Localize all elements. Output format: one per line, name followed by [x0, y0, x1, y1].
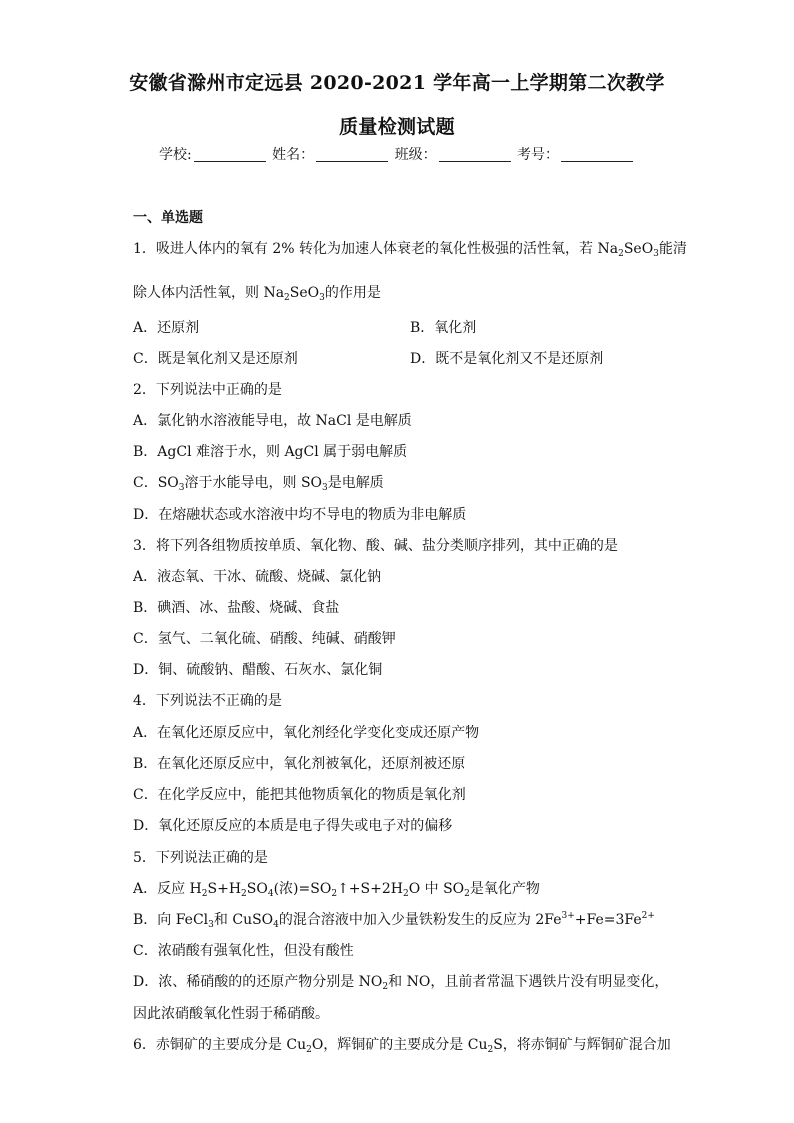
q5-option-d-line1: D．浓、稀硝酸的的还原产物分别是 $NO_2$和 NO，且前者常温下遇铁片没有明显变化，	[133, 974, 669, 992]
name-blank	[316, 147, 388, 162]
q3-option-d: D．铜、硫酸钠、醋酸、石灰水、氯化铜	[133, 662, 383, 678]
class-blank	[439, 147, 511, 162]
q2-option-b: B．AgCl 难溶于水，则 AgCl 属于弱电解质	[133, 444, 408, 460]
q5-option-c: C．浓硝酸有强氧化性，但没有酸性	[133, 943, 354, 959]
q4-option-c: C．在化学反应中，能把其他物质氧化的物质是氧化剂	[133, 787, 466, 803]
q1-stem-line2: 除人体内活性氧，则 $Na_2SeO_3$的作用是	[133, 285, 381, 303]
q4-option-d: D．氧化还原反应的本质是电子得失或电子对的偏移	[133, 818, 453, 834]
section-title: 一、单选题	[133, 210, 203, 226]
q2-option-c: C．$SO_3$溶于水能导电，则 $SO_3$是电解质	[133, 475, 384, 493]
exam-number-label: 考号：	[517, 147, 560, 163]
q5-option-d-line2: 因此浓硝酸氧化性弱于稀硝酸。	[133, 1006, 329, 1022]
q4-option-b: B．在氧化还原反应中，氧化剂被氧化，还原剂被还原	[133, 756, 466, 772]
q4-stem: 4．下列说法不正确的是	[133, 693, 282, 709]
school-label: 学校:	[158, 147, 192, 163]
q1-option-c: C．既是氧化剂又是还原剂	[133, 351, 298, 367]
exam-number-blank	[561, 147, 633, 162]
name-label: 姓名：	[272, 147, 315, 163]
q1-option-a: A．还原剂	[133, 320, 200, 336]
exam-title-line1: 安徽省滁州市定远县 2020-2021 学年高一上学期第二次教学	[129, 72, 665, 94]
q6-stem: 6．赤铜矿的主要成分是 $Cu_2O$，辉铜矿的主要成分是 $Cu_2S$，将赤铜矿与辉铜矿混合加	[133, 1037, 671, 1055]
q5-option-b: B．向 FeCl$_3$和 CuSO$_4$的混合溶液中加入少量铁粉发生的反应为 $2Fe^{3+}+Fe=3Fe^{2+}$	[133, 911, 655, 930]
q1-stem-line1: 1．吸进人体内的氧有 2% 转化为加速人体衰老的氧化性极强的活性氧，若 $Na_2SeO_3$能清	[133, 241, 687, 259]
q2-stem: 2．下列说法中正确的是	[133, 382, 282, 398]
q2-option-d: D．在熔融状态或水溶液中均不导电的物质为非电解质	[133, 507, 467, 523]
q3-stem: 3．将下列各组物质按单质、氧化物、酸、碱、盐分类顺序排列，其中正确的是	[133, 538, 618, 554]
q5-stem: 5．下列说法正确的是	[133, 850, 268, 866]
q3-option-c: C．氢气、二氧化硫、硝酸、纯碱、硝酸钾	[133, 631, 396, 647]
q3-option-a: A．液态氧、干冰、硫酸、烧碱、氯化钠	[133, 569, 382, 585]
school-blank	[194, 147, 266, 162]
q2-option-a: A．氯化钠水溶液能导电，故 NaCl 是电解质	[133, 413, 412, 429]
exam-title-line2: 质量检测试题	[339, 116, 455, 138]
student-info-row	[0, 144, 794, 164]
q1-option-d: D．既不是氧化剂又不是还原剂	[410, 351, 604, 367]
q5-option-a: A．反应 $H_2S+H_2SO_4$(浓)$=SO_2↑+S+2H_2O$ 中 $SO_2$是氧化产物	[133, 881, 540, 899]
q3-option-b: B．碘酒、冰、盐酸、烧碱、食盐	[133, 600, 340, 616]
class-label: 班级：	[394, 147, 437, 163]
q1-option-b: B．氧化剂	[410, 320, 477, 336]
q4-option-a: A．在氧化还原反应中，氧化剂经化学变化变成还原产物	[133, 725, 480, 741]
